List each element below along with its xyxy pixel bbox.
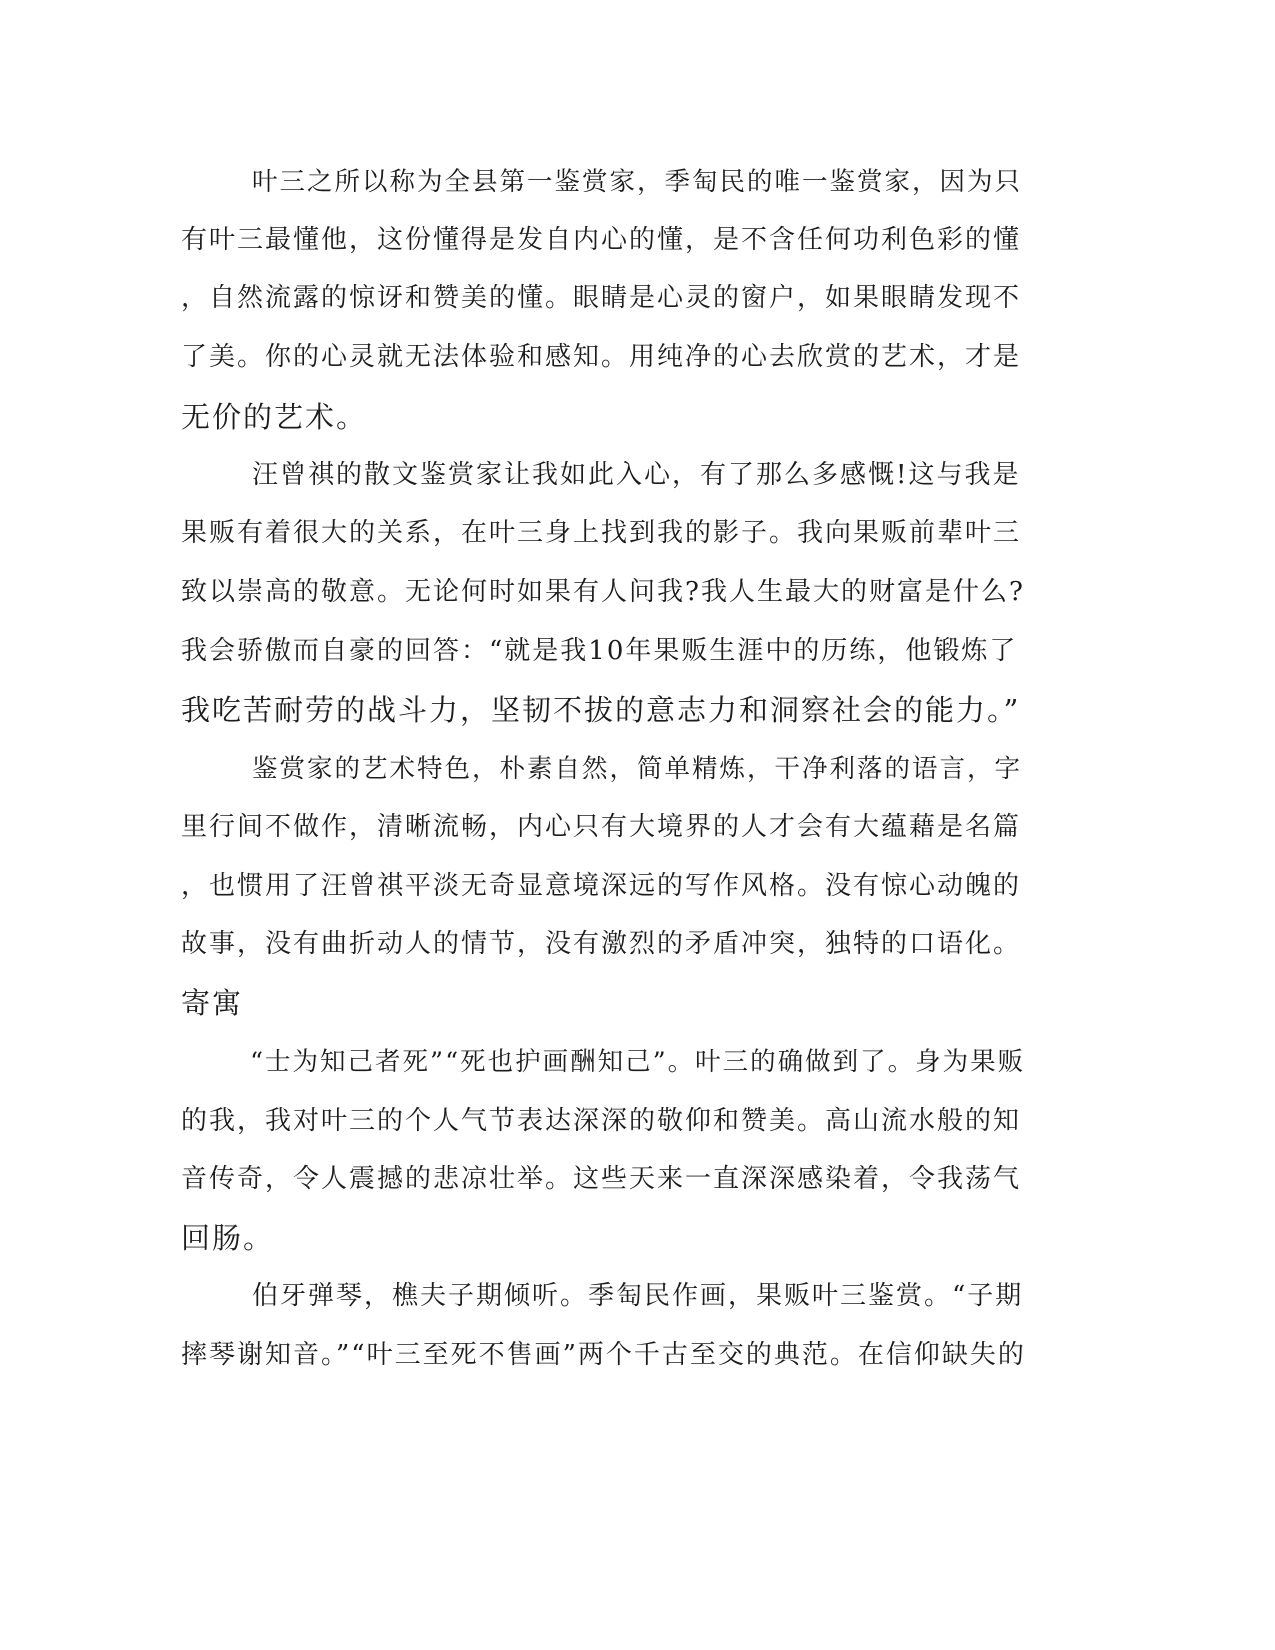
paragraph-2-line-1: 汪曾祺的散文鉴赏家让我如此入心，有了那么多感慨!这与我是 bbox=[252, 460, 1021, 490]
paragraph-4-line-2: 的我，我对叶三的个人气节表达深深的敬仰和赞美。高山流水般的知 bbox=[181, 1106, 1022, 1136]
paragraph-5-line-1: 伯牙弹琴，樵夫子期倾听。季匋民作画，果贩叶三鉴赏。“子期 bbox=[252, 1281, 1024, 1311]
paragraph-5-line-2: 摔琴谢知音。”“叶三至死不售画”两个千古至交的典范。在信仰缺失的 bbox=[181, 1340, 1026, 1370]
paragraph-3-line-3: ，也惯用了汪曾祺平淡无奇显意境深远的写作风格。没有惊心动魄的 bbox=[181, 871, 1022, 901]
paragraph-1-line-3: ，自然流露的惊讶和赞美的懂。眼睛是心灵的窗户，如果眼睛发现不 bbox=[181, 283, 1022, 313]
paragraph-4-line-4: 回肠。 bbox=[181, 1221, 275, 1255]
paragraph-3-line-4: 故事，没有曲折动人的情节，没有激烈的矛盾冲突，独特的口语化。 bbox=[181, 929, 1022, 959]
paragraph-1-line-4: 了美。你的心灵就无法体验和感知。用纯净的心去欣赏的艺术，才是 bbox=[181, 342, 1022, 372]
paragraph-1-line-2: 有叶三最懂他，这份懂得是发自内心的懂，是不含任何功利色彩的懂 bbox=[181, 225, 1022, 255]
paragraph-2-line-5: 我吃苦耐劳的战斗力，坚韧不拔的意志力和洞察社会的能力。” bbox=[181, 693, 1021, 727]
paragraph-1-line-1: 叶三之所以称为全县第一鉴赏家，季匋民的唯一鉴赏家，因为只 bbox=[252, 167, 1023, 197]
paragraph-2-line-2: 果贩有着很大的关系，在叶三身上找到我的影子。我向果贩前辈叶三 bbox=[181, 518, 1022, 548]
paragraph-3-line-1: 鉴赏家的艺术特色，朴素自然，简单精炼，干净利落的语言，字 bbox=[252, 754, 1023, 784]
paragraph-3-line-2: 里行间不做作，清晰流畅，内心只有大境界的人才会有大蕴藉是名篇 bbox=[181, 812, 1022, 842]
paragraph-3-line-5: 寄寓 bbox=[181, 986, 244, 1020]
paragraph-4-line-3: 音传奇，令人震撼的悲凉壮举。这些天来一直深深感染着，令我荡气 bbox=[181, 1164, 1022, 1194]
paragraph-1-line-5: 无价的艺术。 bbox=[181, 400, 368, 434]
paragraph-2-line-4: 我会骄傲而自豪的回答：“就是我10年果贩生涯中的历练，他锻炼了 bbox=[181, 636, 1018, 666]
paragraph-2-line-3: 致以崇高的敬意。无论何时如果有人问我?我人生最大的财富是什么? bbox=[181, 577, 1025, 607]
paragraph-4-line-1: “士为知己者死”“死也护画酬知己”。叶三的确做到了。身为果贩 bbox=[250, 1047, 1026, 1077]
